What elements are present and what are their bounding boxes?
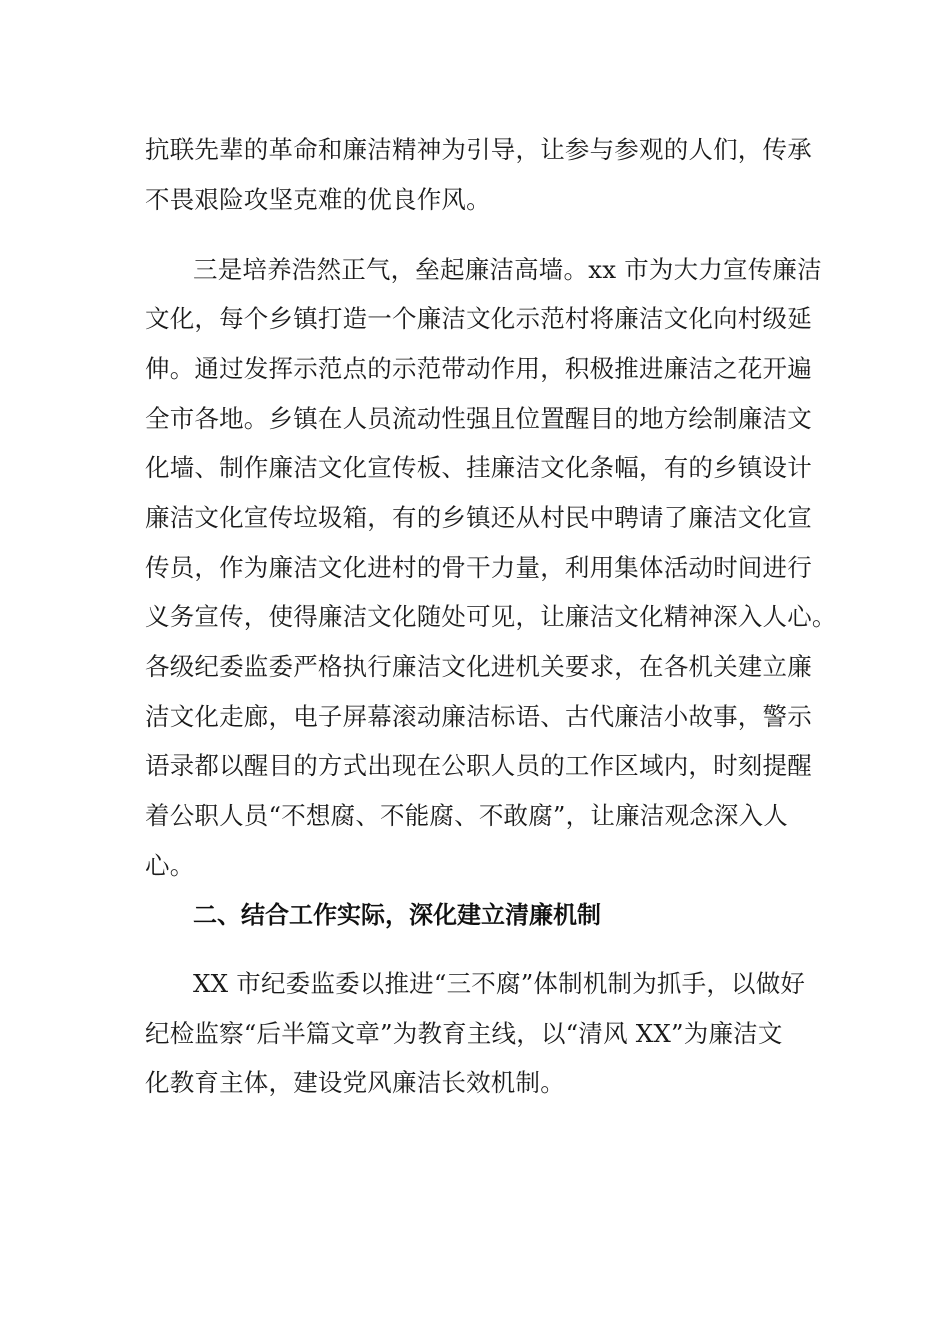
paragraph-2-line-1: 三是培养浩然正气，垒起廉洁高墙。xx 市为大力宣传廉洁 [193,255,822,284]
paragraph-2-line-9: 各级纪委监委严格执行廉洁文化进机关要求，在各机关建立廉 [145,652,812,681]
paragraph-2-line-7: 传员，作为廉洁文化进村的骨干力量，利用集体活动时间进行 [145,553,812,582]
paragraph-2-line-5: 化墙、制作廉洁文化宣传板、挂廉洁文化条幅，有的乡镇设计 [145,453,812,482]
paragraph-1-line-1: 抗联先辈的革命和廉洁精神为引导，让参与参观的人们，传承 [145,135,812,164]
paragraph-2-line-6: 廉洁文化宣传垃圾箱，有的乡镇还从村民中聘请了廉洁文化宣 [145,503,812,532]
section-heading: 二、结合工作实际，深化建立清廉机制 [193,901,601,929]
paragraph-2-line-13: 心。 [145,851,195,880]
paragraph-2-line-12: 着公职人员“不想腐、不能腐、不敢腐”，让廉洁观念深入人 [145,801,788,830]
paragraph-2-line-10: 洁文化走廊，电子屏幕滚动廉洁标语、古代廉洁小故事，警示 [145,702,812,731]
paragraph-3-line-3: 化教育主体，建设党风廉洁长效机制。 [145,1068,565,1097]
paragraph-2-line-8: 义务宣传，使得廉洁文化随处可见，让廉洁文化精神深入人心。 [145,602,837,631]
paragraph-1-line-2: 不畏艰险攻坚克难的优良作风。 [145,185,491,214]
paragraph-2-line-3: 伸。通过发挥示范点的示范带动作用，积极推进廉洁之花开遍 [145,354,812,383]
paragraph-3-line-1: XX 市纪委监委以推进“三不腐”体制机制为抓手，以做好 [193,969,806,998]
paragraph-2-line-4: 全市各地。乡镇在人员流动性强且位置醒目的地方绘制廉洁文 [145,404,812,433]
paragraph-3-line-2: 纪检监察“后半篇文章”为教育主线，以“清风 XX”为廉洁文 [145,1019,783,1048]
paragraph-2-line-2: 文化，每个乡镇打造一个廉洁文化示范村将廉洁文化向村级延 [145,304,812,333]
paragraph-2-line-11: 语录都以醒目的方式出现在公职人员的工作区域内，时刻提醒 [145,751,812,780]
